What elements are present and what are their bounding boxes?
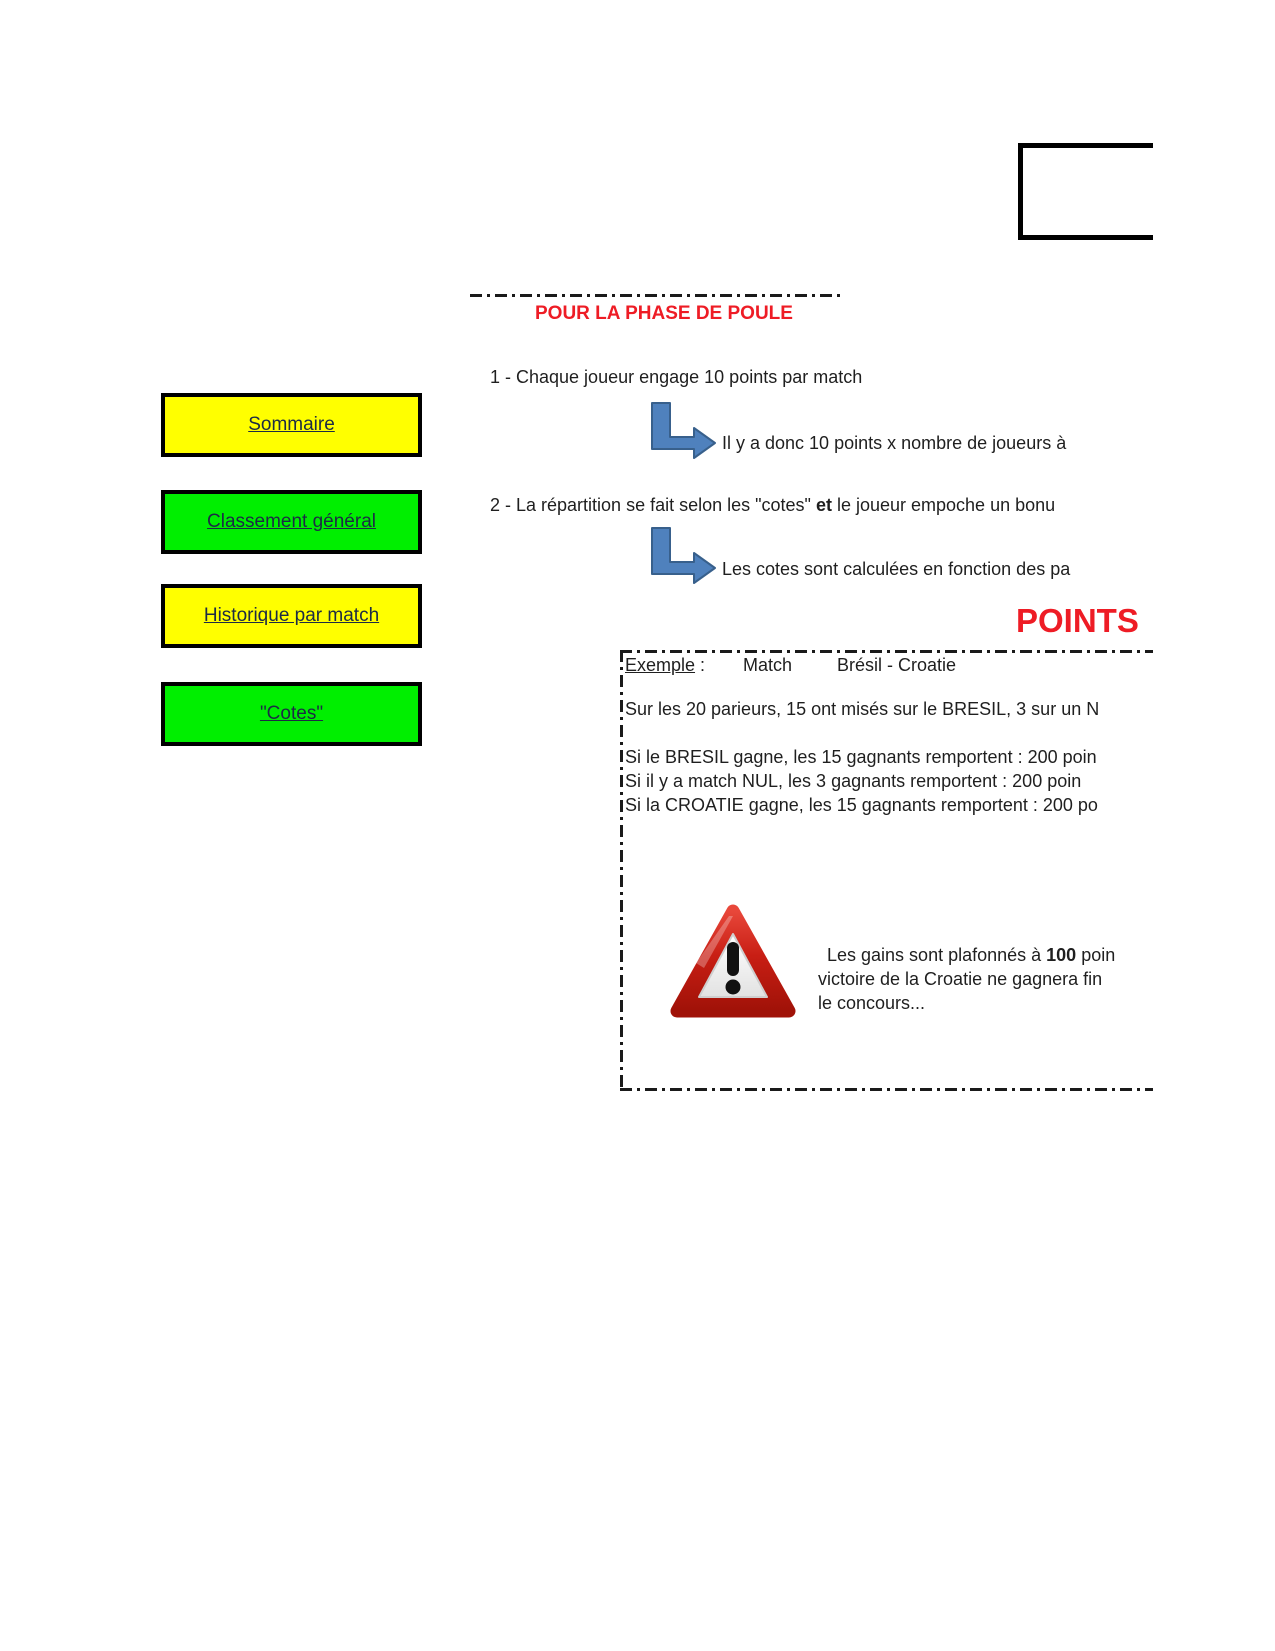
warning-post: poin — [1076, 945, 1116, 965]
example-label — [625, 654, 705, 677]
rule-2-note: Les cotes sont calculées en fonction des pa — [722, 559, 1071, 579]
clipped-frame-box — [1018, 143, 1153, 240]
rule-2-text — [490, 494, 1055, 517]
example-box-border-top — [620, 650, 1153, 653]
warning-line-2: victoire de la Croatie ne gagnera fin — [818, 969, 1103, 989]
warning-triangle-icon — [666, 900, 800, 1026]
example-box-border-left — [620, 650, 623, 1091]
sidebar-button-cotes[interactable] — [161, 682, 422, 746]
example-box-border-bottom — [620, 1088, 1153, 1091]
points-heading: POINTS — [1016, 602, 1139, 639]
example-label-colon: : — [695, 655, 706, 675]
sidebar-button-historique-par-match[interactable] — [161, 584, 422, 648]
elbow-arrow-icon — [649, 527, 717, 587]
rule-1-text: 1 - Chaque joueur engage 10 points par match — [490, 367, 863, 387]
rule-2-post: le joueur empoche un bonu — [831, 495, 1056, 515]
warning-line-3: le concours... — [818, 993, 926, 1013]
warning-line-1 — [827, 944, 1115, 967]
rule-1-note: Il y a donc 10 points x nombre de joueurs à — [722, 433, 1067, 453]
example-case-croatie: Si la CROATIE gagne, les 15 gagnants remportent : 200 po — [625, 795, 1098, 815]
elbow-arrow-icon — [649, 402, 717, 462]
rule-2-bold: et — [815, 495, 832, 515]
top-dashed-divider — [470, 294, 845, 297]
section-title: POUR LA PHASE DE POULE — [535, 303, 793, 324]
example-case-nul: Si il y a match NUL, les 3 gagnants remportent : 200 poin — [625, 771, 1082, 791]
sidebar-button-historique-label: Historique par match — [203, 605, 380, 626]
sidebar-button-cotes-label: "Cotes" — [259, 703, 324, 724]
sidebar-button-sommaire-label: Sommaire — [248, 414, 335, 435]
example-label-underlined: Exemple — [625, 655, 696, 675]
sidebar-button-classement-label: Classement général — [207, 511, 376, 532]
sidebar-button-sommaire[interactable] — [161, 393, 422, 457]
warning-pre: Les gains sont plafonnés à — [827, 945, 1047, 965]
example-case-bresil: Si le BRESIL gagne, les 15 gagnants remportent : 200 poin — [625, 747, 1097, 767]
example-match-word: Match — [743, 655, 793, 675]
example-match-teams: Brésil - Croatie — [837, 655, 957, 675]
warning-bold-100: 100 — [1046, 945, 1077, 965]
example-intro: Sur les 20 parieurs, 15 ont misés sur le BRESIL, 3 sur un N — [625, 699, 1100, 719]
rule-2-pre: 2 - La répartition se fait selon les "cotes" — [490, 495, 816, 515]
sidebar-button-classement-general[interactable] — [161, 490, 422, 554]
